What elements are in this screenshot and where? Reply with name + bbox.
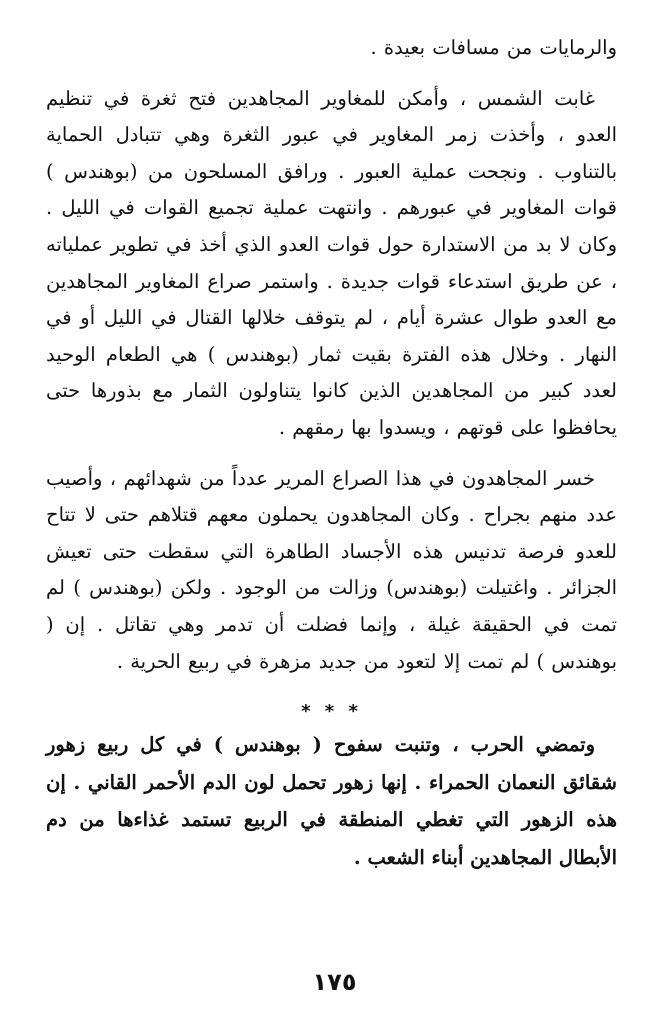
paragraph-continuation: والرمايات من مسافات بعيدة . — [370, 36, 617, 59]
paragraph-sunset-crossing: غابت الشمس ، وأمكن للمغاوير المجاهدين فتح ثغرة في تنظيم العدو ، وأخذت زمر المغاوير في عبور الثغرة وهي تتبادل الحماية بالتناوب . ونجحت عملية العبور . ورافق المسلحون من (بوهندس ) قوات المغاوير في عبورهم . وانتهت عملية تجميع القوات في الليل . وكان لا بد من الاستدارة حول قوات العدو الذي أخذ في تطوير عملياته ، عن طريق استدعاء قوات جديدة . واستمر صراع المغاوير المجاهدين مع العدو طوال عشرة أيام ، لم يتوقف خلالها القتال في الليل أو في النهار . وخلال هذه الفترة بقيت ثمار (بوهندس ) هي الطعام الوحيد لعدد كبير من المجاهدين الذين كانوا يتناولون الثمار مع بذورها حتى يحافظوا على قوتهم ، ويسدوا بها رمقهم . — [46, 86, 617, 439]
section-separator: * * * — [301, 701, 362, 723]
paragraph-martyrs: خسر المجاهدون في هذا الصراع المرير عدداً من شهدائهم ، وأصيب عدد منهم بجراح . وكان المجاهدون يحملون معهم قتلاهم حتى لا تتاح للعدو فرصة تدنيس هذه الأجساد الطاهرة التي سقطت حتى تعيش الجزائر . واغتيلت (بوهندس) وزالت من الوجود . ولكن (بوهندس ) لم تمت في الحقيقة غيلة ، وإنما فضلت أن تدمر وهي تقاتل . إن ( بوهندس ) لم تمت إلا لتعود من جديد مزهرة في ربيع الحرية . — [46, 466, 617, 673]
page-number: ١٧٥ — [312, 968, 357, 996]
document-page — [0, 30, 669, 876]
paragraph-closing-bold: وتمضي الحرب ، وتنبت سفوح ( بوهندس ) في كل ربيع زهور شقائق النعمان الحمراء . إنها زهور تحمل لون الدم الأحمر القاني . إن هذه الزهور التي تغطي المنطقة في الربيع تستمد غذاءها من دم الأبطال المجاهدين أبناء الشعب . — [46, 733, 617, 869]
